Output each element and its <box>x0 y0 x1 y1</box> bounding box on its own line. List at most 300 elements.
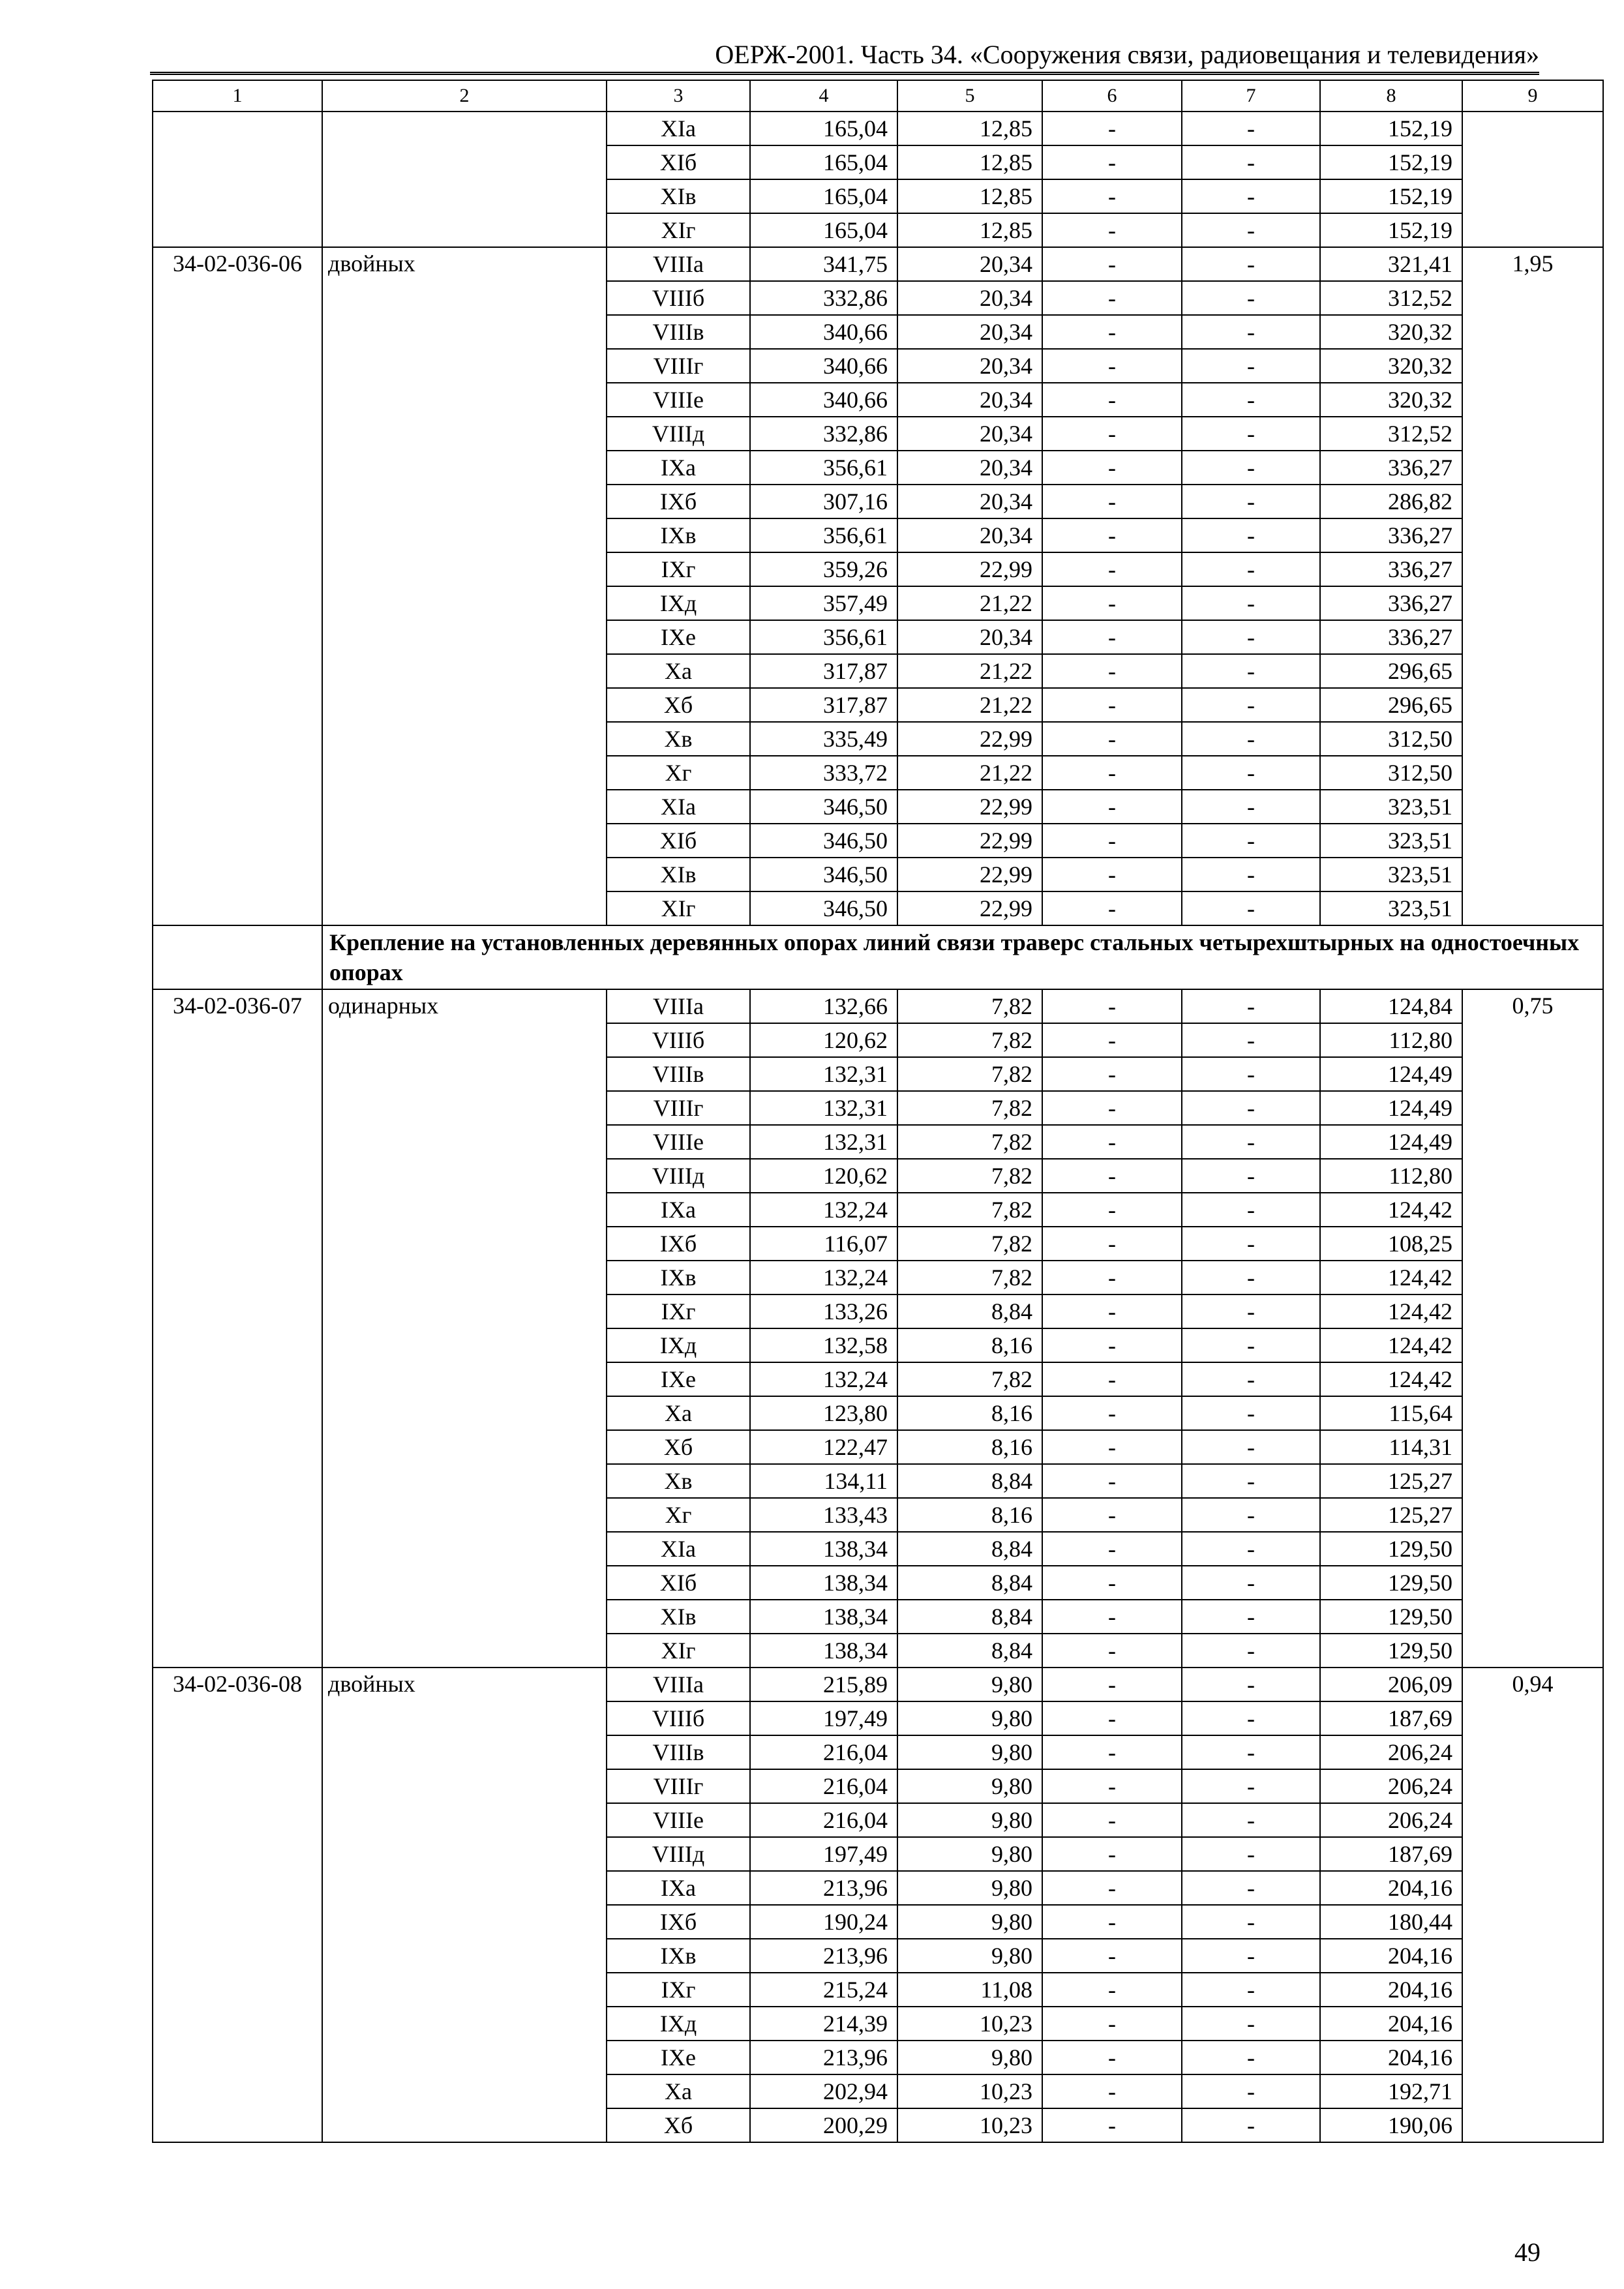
terrain-category-cell: XIв <box>607 858 750 891</box>
labor-wages-cell: 22,99 <box>897 891 1042 925</box>
terrain-category-cell: IXв <box>607 518 750 552</box>
direct-costs-cell: 132,24 <box>750 1362 897 1396</box>
direct-costs-cell: 132,24 <box>750 1193 897 1227</box>
terrain-category-cell: IXг <box>607 552 750 586</box>
page-header <box>150 38 1539 75</box>
machinist-wages-cell: - <box>1182 1871 1320 1905</box>
machine-operation-cell: - <box>1042 552 1182 586</box>
machinist-wages-cell: - <box>1182 1396 1320 1430</box>
materials-cost-cell: 124,42 <box>1320 1328 1462 1362</box>
direct-costs-cell: 332,86 <box>750 281 897 315</box>
machine-operation-cell: - <box>1042 1091 1182 1125</box>
labor-wages-cell: 22,99 <box>897 552 1042 586</box>
terrain-category-cell: XIб <box>607 1566 750 1600</box>
terrain-category-cell: VIIIд <box>607 1159 750 1193</box>
direct-costs-cell: 356,61 <box>750 451 897 485</box>
column-number-cell: 1 <box>153 80 322 112</box>
materials-cost-cell: 206,09 <box>1320 1668 1462 1701</box>
section-heading: Крепление на установленных деревянных опорах линий связи траверс стальных четырехштырных на одностоечных опорах <box>322 925 1603 989</box>
machinist-wages-cell: - <box>1182 1091 1320 1125</box>
machine-operation-cell: - <box>1042 145 1182 179</box>
direct-costs-cell: 216,04 <box>750 1803 897 1837</box>
labor-wages-cell: 7,82 <box>897 1193 1042 1227</box>
terrain-category-cell: IXб <box>607 1227 750 1261</box>
machine-operation-cell: - <box>1042 179 1182 213</box>
labor-wages-cell: 9,80 <box>897 1871 1042 1905</box>
terrain-category-cell: IXа <box>607 1193 750 1227</box>
materials-cost-cell: 124,42 <box>1320 1193 1462 1227</box>
machine-operation-cell: - <box>1042 1532 1182 1566</box>
machine-operation-cell: - <box>1042 1261 1182 1294</box>
machine-operation-cell: - <box>1042 1328 1182 1362</box>
labor-wages-cell: 9,80 <box>897 1803 1042 1837</box>
direct-costs-cell: 346,50 <box>750 790 897 824</box>
terrain-category-cell: VIIIг <box>607 1769 750 1803</box>
materials-cost-cell: 124,42 <box>1320 1362 1462 1396</box>
materials-cost-cell: 187,69 <box>1320 1701 1462 1735</box>
machine-operation-cell: - <box>1042 824 1182 858</box>
terrain-category-cell: IXе <box>607 2041 750 2074</box>
machinist-wages-cell: - <box>1182 1600 1320 1634</box>
machinist-wages-cell: - <box>1182 213 1320 247</box>
labor-wages-cell: 10,23 <box>897 2108 1042 2142</box>
materials-cost-cell: 206,24 <box>1320 1769 1462 1803</box>
machine-operation-cell: - <box>1042 654 1182 688</box>
rate-code-cell: 34-02-036-07 <box>153 989 322 1668</box>
terrain-category-cell: VIIIб <box>607 281 750 315</box>
terrain-category-cell: XIа <box>607 1532 750 1566</box>
machine-operation-cell: - <box>1042 213 1182 247</box>
machine-operation-cell: - <box>1042 1600 1182 1634</box>
direct-costs-cell: 346,50 <box>750 858 897 891</box>
labor-wages-cell: 21,22 <box>897 586 1042 620</box>
terrain-category-cell: XIа <box>607 790 750 824</box>
machinist-wages-cell: - <box>1182 1362 1320 1396</box>
labor-wages-cell: 9,80 <box>897 1837 1042 1871</box>
materials-cost-cell: 180,44 <box>1320 1905 1462 1939</box>
table-row <box>153 1668 1603 1701</box>
labor-wages-cell: 21,22 <box>897 688 1042 722</box>
direct-costs-cell: 165,04 <box>750 145 897 179</box>
materials-cost-cell: 286,82 <box>1320 485 1462 518</box>
materials-cost-cell: 336,27 <box>1320 620 1462 654</box>
machine-operation-cell: - <box>1042 1464 1182 1498</box>
materials-cost-cell: 206,24 <box>1320 1735 1462 1769</box>
work-name-cell: двойных <box>322 247 607 925</box>
materials-cost-cell: 296,65 <box>1320 688 1462 722</box>
terrain-category-cell: Xа <box>607 654 750 688</box>
labor-wages-cell: 20,34 <box>897 315 1042 349</box>
direct-costs-cell: 134,11 <box>750 1464 897 1498</box>
materials-cost-cell: 124,49 <box>1320 1057 1462 1091</box>
materials-cost-cell: 312,50 <box>1320 756 1462 790</box>
machinist-wages-cell: - <box>1182 179 1320 213</box>
machine-operation-cell: - <box>1042 1227 1182 1261</box>
direct-costs-cell: 356,61 <box>750 518 897 552</box>
terrain-category-cell: VIIIг <box>607 349 750 383</box>
labor-wages-cell: 11,08 <box>897 1973 1042 2007</box>
materials-cost-cell: 115,64 <box>1320 1396 1462 1430</box>
machinist-wages-cell: - <box>1182 281 1320 315</box>
direct-costs-cell: 215,89 <box>750 1668 897 1701</box>
terrain-category-cell: IXв <box>607 1261 750 1294</box>
labor-wages-cell: 9,80 <box>897 1668 1042 1701</box>
machinist-wages-cell: - <box>1182 383 1320 417</box>
direct-costs-cell: 213,96 <box>750 1871 897 1905</box>
rates-table <box>152 80 1604 2143</box>
direct-costs-cell: 132,66 <box>750 989 897 1023</box>
materials-cost-cell: 124,42 <box>1320 1294 1462 1328</box>
machinist-wages-cell: - <box>1182 417 1320 451</box>
materials-cost-cell: 320,32 <box>1320 349 1462 383</box>
direct-costs-cell: 190,24 <box>750 1905 897 1939</box>
machinist-wages-cell: - <box>1182 620 1320 654</box>
machinist-wages-cell: - <box>1182 2108 1320 2142</box>
direct-costs-cell: 340,66 <box>750 383 897 417</box>
machinist-wages-cell: - <box>1182 451 1320 485</box>
terrain-category-cell: Xб <box>607 2108 750 2142</box>
machinist-wages-cell: - <box>1182 1261 1320 1294</box>
materials-cost-cell: 124,42 <box>1320 1261 1462 1294</box>
machine-operation-cell: - <box>1042 2041 1182 2074</box>
direct-costs-cell: 332,86 <box>750 417 897 451</box>
table-row <box>153 247 1603 281</box>
labor-wages-cell: 8,16 <box>897 1498 1042 1532</box>
machine-operation-cell: - <box>1042 1701 1182 1735</box>
direct-costs-cell: 307,16 <box>750 485 897 518</box>
terrain-category-cell: IXе <box>607 1362 750 1396</box>
direct-costs-cell: 138,34 <box>750 1634 897 1668</box>
labor-wages-cell: 8,84 <box>897 1566 1042 1600</box>
machinist-wages-cell: - <box>1182 1193 1320 1227</box>
document-title: ОЕРЖ-2001. Часть 34. «Сооружения связи, радиовещания и телевидения» <box>715 40 1539 69</box>
terrain-category-cell: XIб <box>607 824 750 858</box>
machinist-wages-cell: - <box>1182 722 1320 756</box>
materials-cost-cell: 204,16 <box>1320 1939 1462 1973</box>
materials-cost-cell: 323,51 <box>1320 891 1462 925</box>
labor-wages-cell: 20,34 <box>897 451 1042 485</box>
table-row <box>153 112 1603 145</box>
machine-operation-cell: - <box>1042 586 1182 620</box>
machinist-wages-cell: - <box>1182 1837 1320 1871</box>
materials-cost-cell: 114,31 <box>1320 1430 1462 1464</box>
terrain-category-cell: IXд <box>607 2007 750 2041</box>
labor-wages-cell: 9,80 <box>897 1769 1042 1803</box>
terrain-category-cell: IXб <box>607 485 750 518</box>
direct-costs-cell: 202,94 <box>750 2074 897 2108</box>
labor-wages-cell: 7,82 <box>897 1125 1042 1159</box>
terrain-category-cell: Xа <box>607 1396 750 1430</box>
terrain-category-cell: Xв <box>607 722 750 756</box>
machinist-wages-cell: - <box>1182 756 1320 790</box>
labor-wages-cell: 7,82 <box>897 989 1042 1023</box>
machinist-wages-cell: - <box>1182 2041 1320 2074</box>
machinist-wages-cell: - <box>1182 1125 1320 1159</box>
labor-wages-cell: 22,99 <box>897 722 1042 756</box>
terrain-category-cell: Xв <box>607 1464 750 1498</box>
direct-costs-cell: 213,96 <box>750 1939 897 1973</box>
materials-cost-cell: 312,52 <box>1320 281 1462 315</box>
direct-costs-cell: 138,34 <box>750 1566 897 1600</box>
terrain-category-cell: XIа <box>607 112 750 145</box>
work-name-cell: одинарных <box>322 989 607 1668</box>
materials-cost-cell: 125,27 <box>1320 1498 1462 1532</box>
terrain-category-cell: Xг <box>607 756 750 790</box>
labor-wages-cell: 20,34 <box>897 281 1042 315</box>
materials-cost-cell: 336,27 <box>1320 552 1462 586</box>
labor-wages-cell: 12,85 <box>897 213 1042 247</box>
machine-operation-cell: - <box>1042 417 1182 451</box>
materials-cost-cell: 336,27 <box>1320 451 1462 485</box>
machine-operation-cell: - <box>1042 1803 1182 1837</box>
direct-costs-cell: 123,80 <box>750 1396 897 1430</box>
machine-operation-cell: - <box>1042 790 1182 824</box>
machine-operation-cell: - <box>1042 2007 1182 2041</box>
labor-wages-cell: 20,34 <box>897 349 1042 383</box>
machine-operation-cell: - <box>1042 756 1182 790</box>
direct-costs-cell: 116,07 <box>750 1227 897 1261</box>
direct-costs-cell: 346,50 <box>750 891 897 925</box>
labor-wages-cell: 21,22 <box>897 756 1042 790</box>
labor-wages-cell: 7,82 <box>897 1261 1042 1294</box>
materials-cost-cell: 187,69 <box>1320 1837 1462 1871</box>
materials-cost-cell: 204,16 <box>1320 2007 1462 2041</box>
machinist-wages-cell: - <box>1182 485 1320 518</box>
terrain-category-cell: XIг <box>607 213 750 247</box>
direct-costs-cell: 120,62 <box>750 1159 897 1193</box>
terrain-category-cell: XIг <box>607 1634 750 1668</box>
labor-wages-cell: 20,34 <box>897 485 1042 518</box>
materials-cost-cell: 152,19 <box>1320 213 1462 247</box>
direct-costs-cell: 197,49 <box>750 1701 897 1735</box>
terrain-category-cell: VIIIе <box>607 1803 750 1837</box>
machine-operation-cell: - <box>1042 1193 1182 1227</box>
machine-operation-cell: - <box>1042 688 1182 722</box>
terrain-category-cell: VIIIв <box>607 315 750 349</box>
direct-costs-cell: 132,31 <box>750 1125 897 1159</box>
machine-operation-cell: - <box>1042 1668 1182 1701</box>
direct-costs-cell: 165,04 <box>750 179 897 213</box>
terrain-category-cell: VIIIб <box>607 1023 750 1057</box>
labor-wages-cell: 7,82 <box>897 1023 1042 1057</box>
materials-cost-cell: 336,27 <box>1320 518 1462 552</box>
labor-wages-cell: 9,80 <box>897 1735 1042 1769</box>
terrain-category-cell: IXг <box>607 1973 750 2007</box>
machinist-wages-cell: - <box>1182 891 1320 925</box>
machine-operation-cell: - <box>1042 722 1182 756</box>
direct-costs-cell: 359,26 <box>750 552 897 586</box>
labor-wages-cell: 10,23 <box>897 2007 1042 2041</box>
materials-cost-cell: 204,16 <box>1320 1973 1462 2007</box>
direct-costs-cell: 200,29 <box>750 2108 897 2142</box>
machinist-wages-cell: - <box>1182 1328 1320 1362</box>
labor-coefficient-cell: 0,94 <box>1462 1668 1603 2142</box>
labor-wages-cell: 8,16 <box>897 1328 1042 1362</box>
direct-costs-cell: 165,04 <box>750 213 897 247</box>
materials-cost-cell: 190,06 <box>1320 2108 1462 2142</box>
terrain-category-cell: VIIIд <box>607 417 750 451</box>
machine-operation-cell: - <box>1042 1294 1182 1328</box>
rate-code-cell: 34-02-036-08 <box>153 1668 322 2142</box>
machine-operation-cell: - <box>1042 383 1182 417</box>
labor-wages-cell: 12,85 <box>897 112 1042 145</box>
column-number-cell: 4 <box>750 80 897 112</box>
machine-operation-cell: - <box>1042 891 1182 925</box>
labor-wages-cell: 9,80 <box>897 1939 1042 1973</box>
labor-coefficient-cell: 0,75 <box>1462 989 1603 1668</box>
terrain-category-cell: VIIIе <box>607 383 750 417</box>
work-name-cell <box>322 112 607 247</box>
materials-cost-cell: 129,50 <box>1320 1600 1462 1634</box>
machine-operation-cell: - <box>1042 1871 1182 1905</box>
direct-costs-cell: 317,87 <box>750 688 897 722</box>
machinist-wages-cell: - <box>1182 1057 1320 1091</box>
terrain-category-cell: Xб <box>607 1430 750 1464</box>
machinist-wages-cell: - <box>1182 145 1320 179</box>
machine-operation-cell: - <box>1042 2074 1182 2108</box>
direct-costs-cell: 335,49 <box>750 722 897 756</box>
terrain-category-cell: VIIIг <box>607 1091 750 1125</box>
direct-costs-cell: 133,26 <box>750 1294 897 1328</box>
machine-operation-cell: - <box>1042 1362 1182 1396</box>
machine-operation-cell: - <box>1042 1396 1182 1430</box>
labor-wages-cell: 9,80 <box>897 2041 1042 2074</box>
terrain-category-cell: VIIIв <box>607 1735 750 1769</box>
machine-operation-cell: - <box>1042 858 1182 891</box>
direct-costs-cell: 120,62 <box>750 1023 897 1057</box>
table-row <box>153 989 1603 1023</box>
machine-operation-cell: - <box>1042 1973 1182 2007</box>
materials-cost-cell: 112,80 <box>1320 1159 1462 1193</box>
terrain-category-cell: IXг <box>607 1294 750 1328</box>
machinist-wages-cell: - <box>1182 654 1320 688</box>
materials-cost-cell: 124,49 <box>1320 1125 1462 1159</box>
machine-operation-cell: - <box>1042 989 1182 1023</box>
terrain-category-cell: IXа <box>607 451 750 485</box>
machinist-wages-cell: - <box>1182 1905 1320 1939</box>
machinist-wages-cell: - <box>1182 1939 1320 1973</box>
direct-costs-cell: 216,04 <box>750 1735 897 1769</box>
direct-costs-cell: 122,47 <box>750 1430 897 1464</box>
materials-cost-cell: 129,50 <box>1320 1566 1462 1600</box>
machinist-wages-cell: - <box>1182 989 1320 1023</box>
materials-cost-cell: 129,50 <box>1320 1634 1462 1668</box>
direct-costs-cell: 215,24 <box>750 1973 897 2007</box>
terrain-category-cell: IXа <box>607 1871 750 1905</box>
terrain-category-cell: VIIIа <box>607 1668 750 1701</box>
machine-operation-cell: - <box>1042 315 1182 349</box>
terrain-category-cell: VIIIб <box>607 1701 750 1735</box>
terrain-category-cell: IXв <box>607 1939 750 1973</box>
terrain-category-cell: VIIIа <box>607 247 750 281</box>
machinist-wages-cell: - <box>1182 1430 1320 1464</box>
labor-wages-cell: 20,34 <box>897 247 1042 281</box>
machine-operation-cell: - <box>1042 1735 1182 1769</box>
machine-operation-cell: - <box>1042 1125 1182 1159</box>
materials-cost-cell: 321,41 <box>1320 247 1462 281</box>
machinist-wages-cell: - <box>1182 824 1320 858</box>
column-number-cell: 7 <box>1182 80 1320 112</box>
machinist-wages-cell: - <box>1182 1294 1320 1328</box>
machine-operation-cell: - <box>1042 485 1182 518</box>
column-number-row <box>153 80 1603 112</box>
machine-operation-cell: - <box>1042 247 1182 281</box>
labor-wages-cell: 9,80 <box>897 1905 1042 1939</box>
direct-costs-cell: 317,87 <box>750 654 897 688</box>
machinist-wages-cell: - <box>1182 858 1320 891</box>
terrain-category-cell: VIIIа <box>607 989 750 1023</box>
materials-cost-cell: 204,16 <box>1320 2041 1462 2074</box>
labor-wages-cell: 9,80 <box>897 1701 1042 1735</box>
materials-cost-cell: 296,65 <box>1320 654 1462 688</box>
materials-cost-cell: 323,51 <box>1320 790 1462 824</box>
machine-operation-cell: - <box>1042 1057 1182 1091</box>
machinist-wages-cell: - <box>1182 1634 1320 1668</box>
labor-wages-cell: 7,82 <box>897 1091 1042 1125</box>
terrain-category-cell: XIв <box>607 1600 750 1634</box>
column-number-cell: 5 <box>897 80 1042 112</box>
machinist-wages-cell: - <box>1182 112 1320 145</box>
machinist-wages-cell: - <box>1182 552 1320 586</box>
direct-costs-cell: 138,34 <box>750 1532 897 1566</box>
column-number-cell: 8 <box>1320 80 1462 112</box>
labor-wages-cell: 20,34 <box>897 620 1042 654</box>
materials-cost-cell: 129,50 <box>1320 1532 1462 1566</box>
machinist-wages-cell: - <box>1182 1532 1320 1566</box>
direct-costs-cell: 132,24 <box>750 1261 897 1294</box>
direct-costs-cell: 165,04 <box>750 112 897 145</box>
terrain-category-cell: Xа <box>607 2074 750 2108</box>
machinist-wages-cell: - <box>1182 688 1320 722</box>
machine-operation-cell: - <box>1042 1837 1182 1871</box>
machinist-wages-cell: - <box>1182 2074 1320 2108</box>
labor-wages-cell: 7,82 <box>897 1159 1042 1193</box>
direct-costs-cell: 356,61 <box>750 620 897 654</box>
labor-wages-cell: 21,22 <box>897 654 1042 688</box>
labor-wages-cell: 7,82 <box>897 1362 1042 1396</box>
labor-wages-cell: 12,85 <box>897 179 1042 213</box>
labor-coefficient-cell <box>1462 112 1603 247</box>
machine-operation-cell: - <box>1042 1566 1182 1600</box>
direct-costs-cell: 340,66 <box>750 349 897 383</box>
machinist-wages-cell: - <box>1182 1227 1320 1261</box>
machinist-wages-cell: - <box>1182 790 1320 824</box>
machine-operation-cell: - <box>1042 1769 1182 1803</box>
labor-wages-cell: 7,82 <box>897 1057 1042 1091</box>
machinist-wages-cell: - <box>1182 1159 1320 1193</box>
labor-wages-cell: 8,84 <box>897 1532 1042 1566</box>
materials-cost-cell: 125,27 <box>1320 1464 1462 1498</box>
machine-operation-cell: - <box>1042 1498 1182 1532</box>
machine-operation-cell: - <box>1042 349 1182 383</box>
machine-operation-cell: - <box>1042 451 1182 485</box>
direct-costs-cell: 340,66 <box>750 315 897 349</box>
column-number-cell: 9 <box>1462 80 1603 112</box>
machinist-wages-cell: - <box>1182 1668 1320 1701</box>
materials-cost-cell: 152,19 <box>1320 112 1462 145</box>
labor-wages-cell: 8,84 <box>897 1634 1042 1668</box>
labor-wages-cell: 8,16 <box>897 1396 1042 1430</box>
machine-operation-cell: - <box>1042 281 1182 315</box>
machine-operation-cell: - <box>1042 112 1182 145</box>
machine-operation-cell: - <box>1042 1634 1182 1668</box>
machinist-wages-cell: - <box>1182 1735 1320 1769</box>
materials-cost-cell: 323,51 <box>1320 824 1462 858</box>
materials-cost-cell: 152,19 <box>1320 145 1462 179</box>
machinist-wages-cell: - <box>1182 1464 1320 1498</box>
direct-costs-cell: 357,49 <box>750 586 897 620</box>
terrain-category-cell: Xг <box>607 1498 750 1532</box>
